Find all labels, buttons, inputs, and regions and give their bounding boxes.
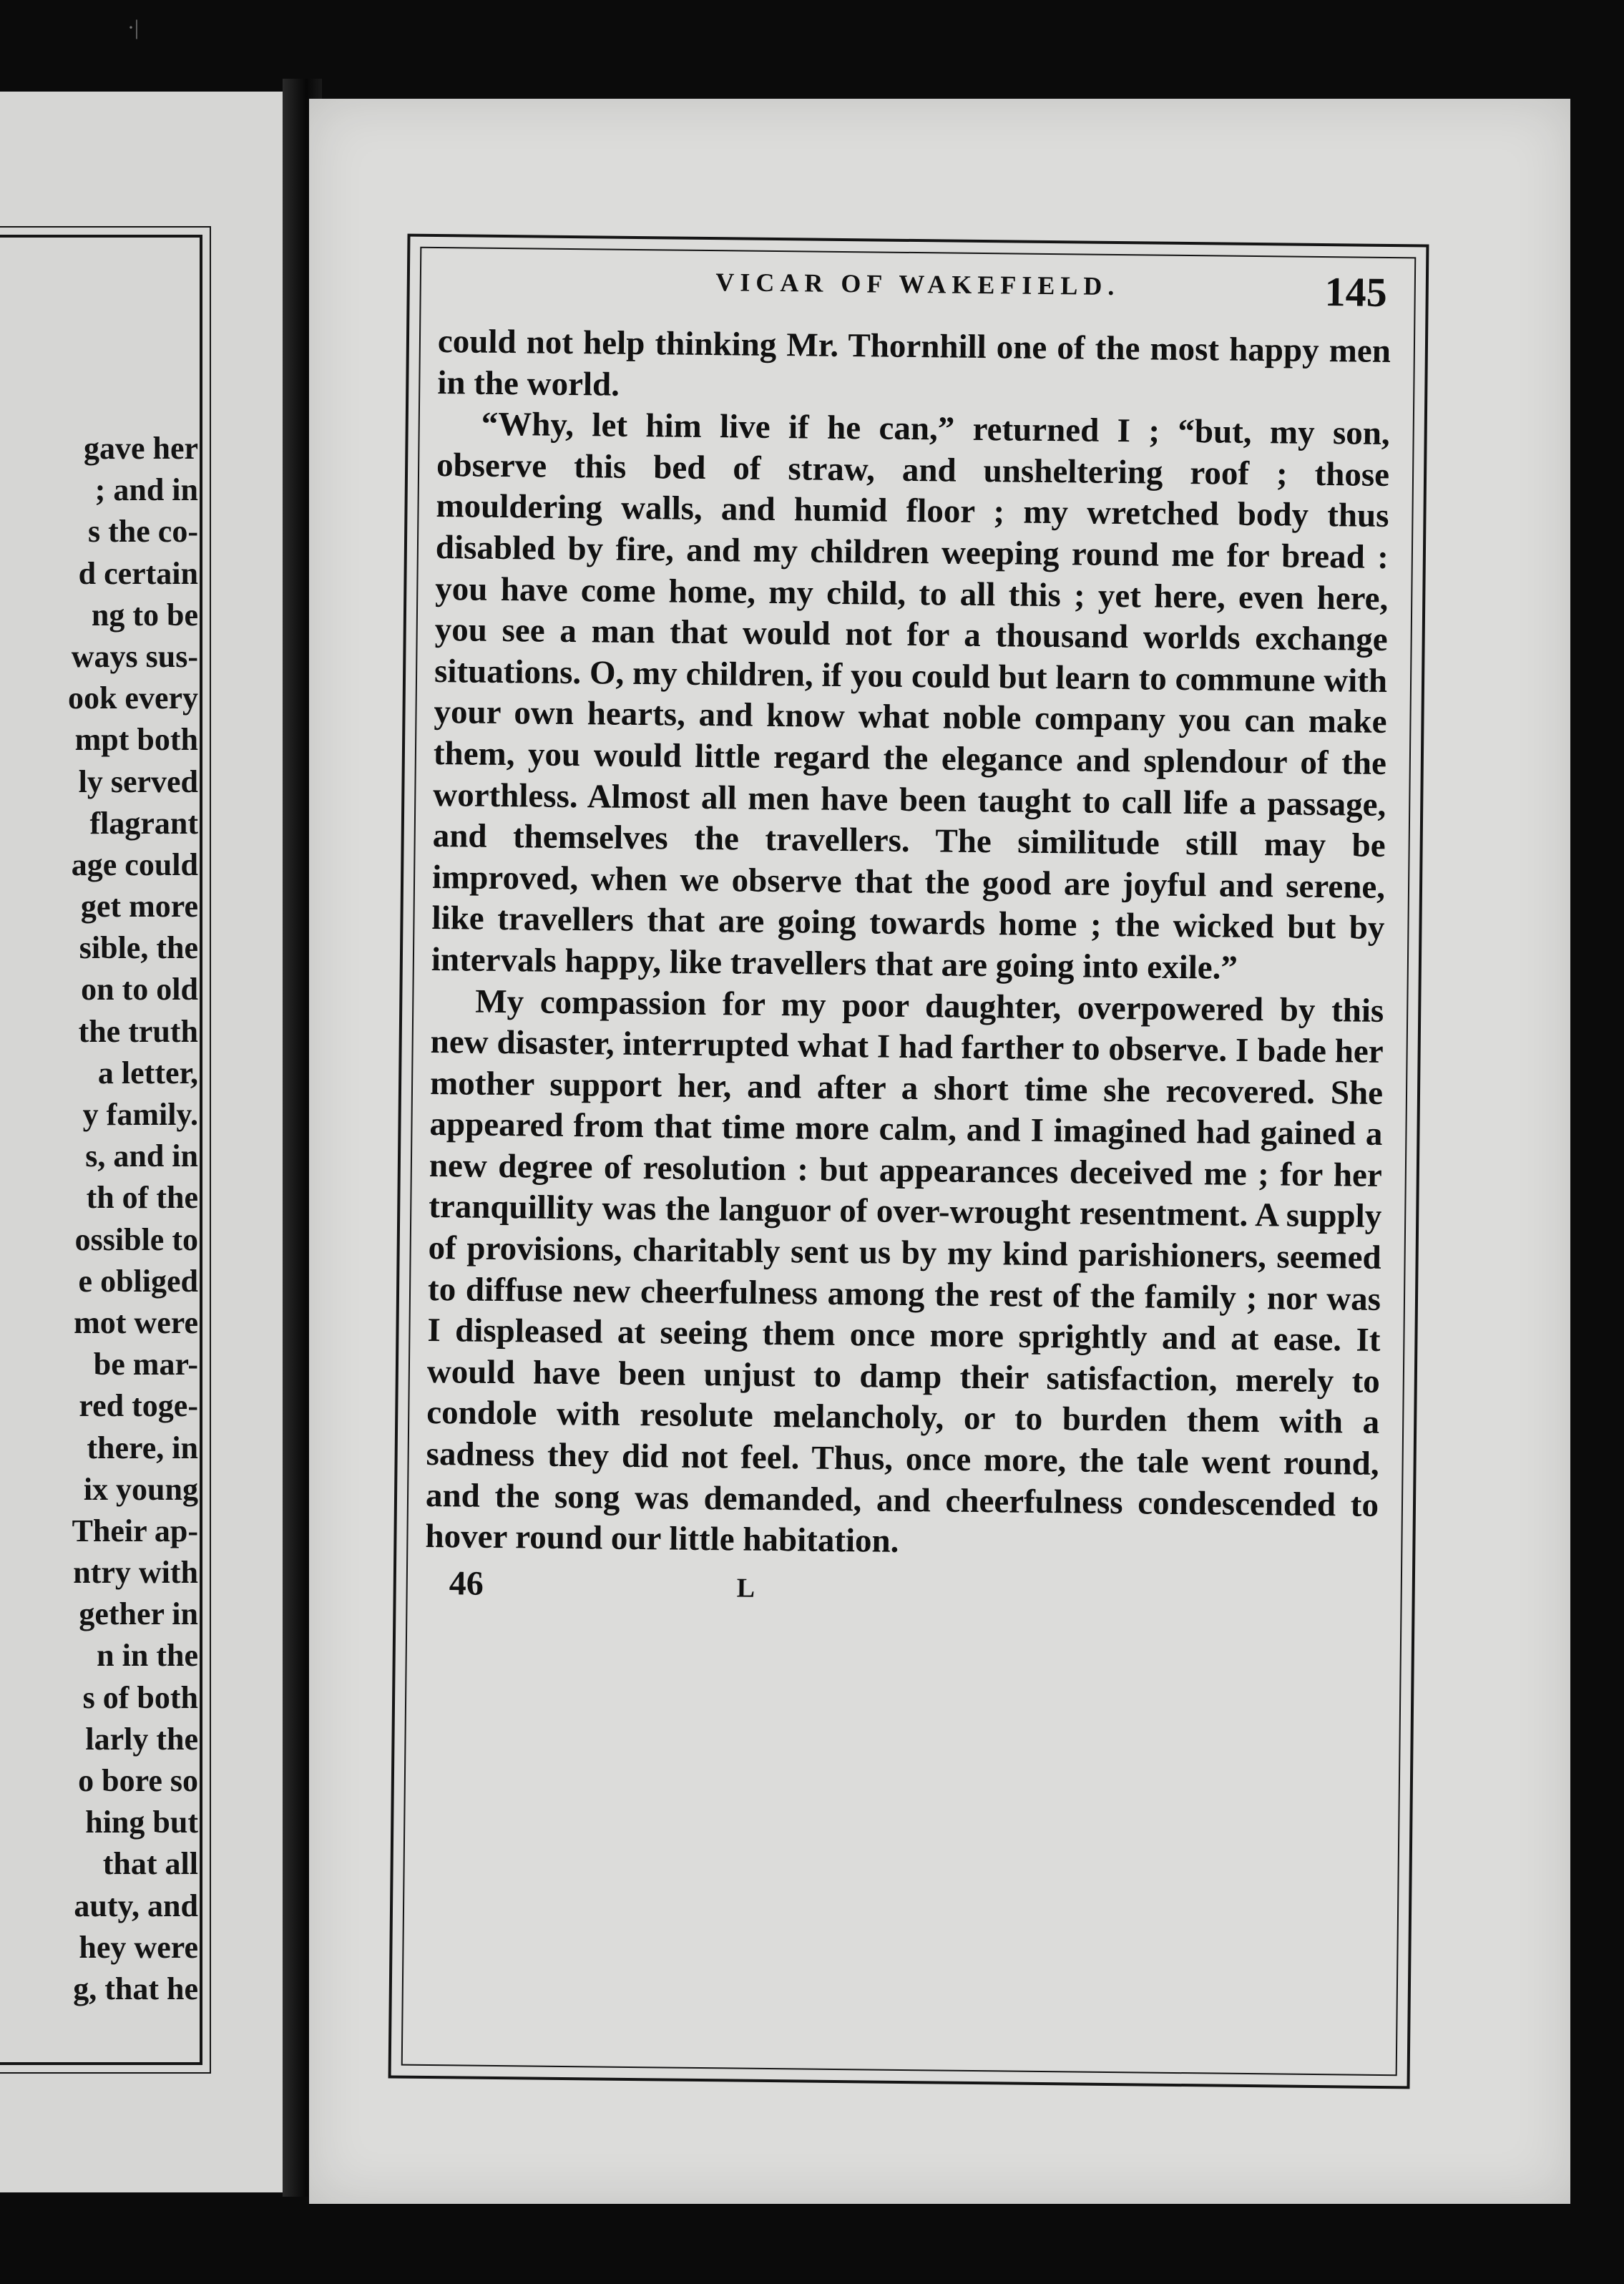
left-page-line: age could [71, 846, 198, 882]
left-page-line: o bore so [78, 1763, 198, 1798]
left-page-line: mpt both [74, 722, 198, 758]
left-page-line: hey were [79, 1929, 198, 1965]
left-page-line: get more [80, 889, 198, 924]
left-page-line: d certain [78, 555, 198, 591]
running-head [428, 258, 1407, 318]
left-page-line: s the co- [88, 514, 198, 550]
left-page-line: y family. [82, 1097, 198, 1132]
left-page-line: there, in [87, 1430, 198, 1465]
left-page-line: larly the [85, 1721, 198, 1757]
left-page-text [0, 428, 198, 2010]
book-page-right [309, 99, 1570, 2204]
left-page-line: gether in [79, 1596, 198, 1632]
left-page-line: th of the [86, 1180, 198, 1216]
left-page-line: a letter, [97, 1055, 198, 1090]
left-page-line: ng to be [91, 597, 198, 633]
left-page-line: ook every [67, 680, 198, 716]
page-footer [414, 1562, 1394, 1622]
paragraph-continued: could not help thinking Mr. Thornhill one of the most happy men in the world. [437, 323, 1391, 404]
page-number: 145 [1324, 268, 1388, 316]
left-page-line: g, that he [73, 1971, 198, 2006]
left-page-line: auty, and [74, 1888, 198, 1923]
signature-number: 46 [449, 1564, 484, 1603]
left-page-line: e obliged [78, 1263, 198, 1299]
left-page-line: ntry with [73, 1555, 198, 1591]
left-page-line: the truth [78, 1013, 198, 1049]
left-page-line: sible, the [79, 930, 198, 966]
page-border-outer [388, 234, 1429, 2089]
facing-page-left [0, 92, 283, 2192]
running-title: VICAR OF WAKEFIELD. [715, 268, 1120, 301]
left-page-line: ly served [78, 763, 198, 799]
left-page-line: s, and in [85, 1138, 198, 1174]
signature-letter: L [736, 1573, 755, 1604]
left-page-line: ; and in [94, 472, 198, 508]
left-page-line: ways sus- [71, 638, 198, 674]
scan-corner-mark: ·| [127, 16, 139, 39]
left-page-line: flagrant [89, 805, 198, 841]
left-page-line: that all [102, 1846, 198, 1882]
left-page-line: hing but [85, 1805, 198, 1840]
left-page-line: s of both [82, 1679, 198, 1715]
left-page-line: mot were [74, 1304, 198, 1340]
left-page-line: on to old [81, 972, 198, 1007]
left-page-line: ossible to [74, 1221, 198, 1257]
page-content [410, 258, 1407, 2071]
left-page-line: Their ap- [72, 1513, 198, 1548]
left-page-line: n in the [97, 1638, 198, 1674]
left-page-line: gave her [83, 431, 198, 466]
left-page-line: red toge- [79, 1388, 198, 1424]
left-page-line: be mar- [93, 1347, 198, 1382]
body-text [415, 321, 1407, 1568]
left-page-line: ix young [83, 1471, 198, 1507]
paragraph-narration: My compassion for my poor daughter, overpowered by this new disaster, interrupted what I had farther to observe. I bade her mother support her, and after a short time she recovered. She appeared from that time more calm, and I imagined had gained a new degree of resolution : but appearances deceived me ; for her tranquillity was the languor of over-wrought resentment. A supply of provisions, charitably sent us by my kind parishioners, seemed to diffuse new cheerfulness among the rest of the family ; nor was I displeased at seeing them once more sprightly and at ease. It would have been unjust to damp their satisfaction, merely to condole with resolute melancholy, or to burden them with a sadness they did not feel. Thus, once more, the tale went round, and the song was demanded, and cheerfulness condescended to hover round our little habitation. [425, 982, 1384, 1561]
paragraph-speech: “Why, let him live if he can,” returned I ; “but, my son, observe this bed of straw, and unsheltering roof ; those mouldering walls, and humid floor ; my wretched body thus disabled by fire, and my children weeping round me for bread : you have come home, my child, to all this ; yet here, even here, you see a man that would not for a thousand worlds exchange situations. O, my children, if you could but learn to commune with your own hearts, and know what noble company you can make them, you would little regard the elegance and splendour of the worthless. Almost all men have been taught to call life a passage, and themselves the travellers. The similitude still may be improved, when we observe that the good are joyful and serene, like travellers that are going towards home ; the wicked but by intervals happy, like travellers that are going into exile.” [431, 405, 1390, 987]
